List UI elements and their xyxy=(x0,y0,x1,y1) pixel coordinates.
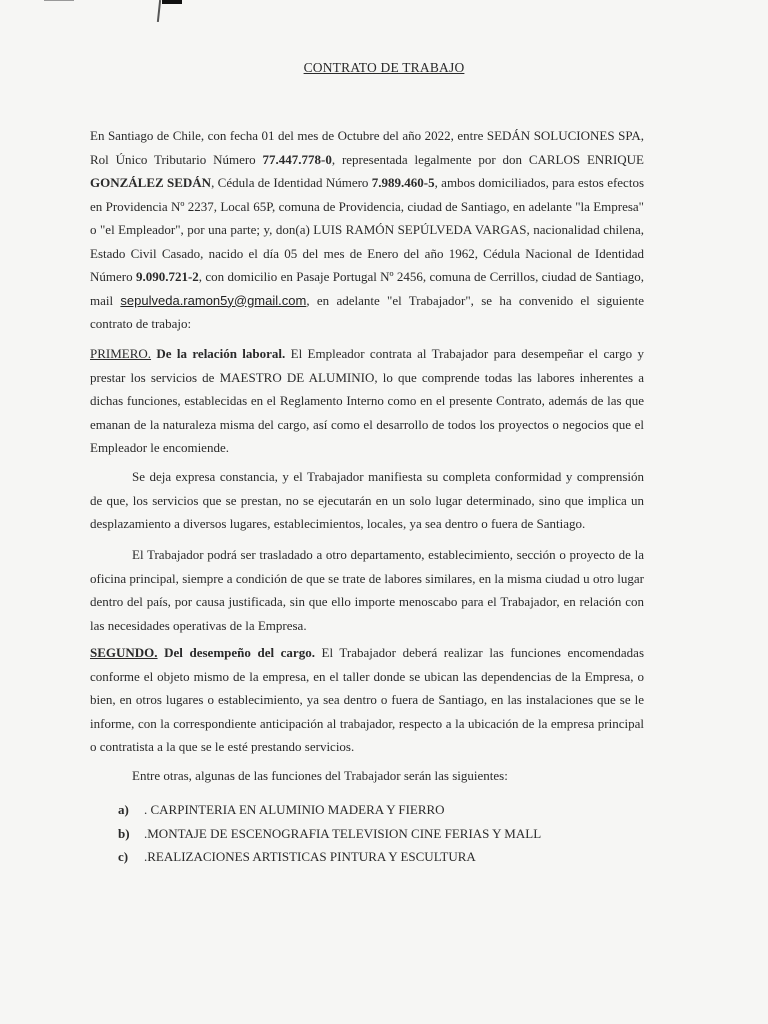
clause-primero xyxy=(90,342,644,460)
clause-subheading: Del desempeño del cargo. xyxy=(164,645,315,660)
list-item-label: b) xyxy=(118,825,130,841)
paragraph-constancia: Se deja expresa constancia, y el Trabajador manifiesta su completa conformidad y comprensión de que, los servicios que se prestan, no se ejecutarán en un solo lugar determinado, sino que implica un desplazamiento a diversos lugares, establecimientos, locales, ya sea dentro o fuera de Santiago. xyxy=(90,469,644,531)
clause-heading: PRIMERO. xyxy=(90,346,152,361)
clause-text: El Trabajador deberá realizar las funciones encomendadas conforme el objeto mismo de la empresa, en el taller donde se ubican las dependencias de la Empresa, o bien, en otros lugares o establecimiento, ya sea dentro o fuera de Santiago, en las instalaciones que se le informe, con la correspondiente anticipación al trabajador, respecto a la ubicación de la empresa principal o contratista a la que se le esté prestando servicios. xyxy=(90,645,645,754)
scan-artifact xyxy=(44,0,74,1)
worker-email-link[interactable]: sepulveda.ramon5y@gmail.com xyxy=(120,292,307,308)
intro-text: En Santiago de Chile, con fecha 01 del mes de Octubre del año 2022, entre SEDÁN SOLUCIONES SPA, Rol Único Tributario Número xyxy=(90,128,644,167)
list-item-text: . CARPINTERIA EN ALUMINIO MADERA Y FIERRO xyxy=(144,802,445,817)
list-item-label: c) xyxy=(118,849,129,864)
clause-subheading: De la relación laboral. xyxy=(156,346,286,361)
list-item-label: a) xyxy=(118,802,129,817)
intro-paragraph xyxy=(90,124,644,336)
list-item xyxy=(118,798,541,822)
company-rut: 77.447.778-0 xyxy=(262,151,332,167)
intro-text: , representada legalmente por don CARLOS ENRIQUE xyxy=(331,151,644,167)
funciones-list xyxy=(118,798,541,869)
paragraph-traslado: El Trabajador podrá ser trasladado a otro departamento, establecimiento, sección o proyecto de la oficina principal, siempre a condición de que se trate de labores similares, en la misma ciudad u otro lugar dentro del país, por causa justificada, sin que ello importe menoscabo para el Trabajador, en relación con las necesidades operativas de la Empresa. xyxy=(90,547,644,633)
list-item xyxy=(118,822,541,846)
representative-name: GONZÁLEZ SEDÁN xyxy=(90,175,212,190)
worker-id: 9.090.721-2 xyxy=(135,269,199,284)
clause-text: El Empleador contrata al Trabajador para desempeñar el cargo y prestar los servicios de MAESTRO DE ALUMINIO, lo que comprende todas las labores inherentes a dichas funciones, establecidas en el Reglamento Interno como en el presente Contrato, además de las que emanan de la naturaleza misma del cargo, así como el desarrollo de todos los proyectos o negocios que el Empleador le encomiende. xyxy=(90,346,644,455)
scan-artifact xyxy=(162,0,182,4)
funciones-intro: Entre otras, algunas de las funciones del Trabajador serán las siguientes: xyxy=(132,768,508,783)
clause-heading: SEGUNDO. xyxy=(90,645,158,660)
representative-id: 7.989.460-5 xyxy=(371,175,435,190)
clause-segundo xyxy=(90,641,644,759)
list-item-text: .REALIZACIONES ARTISTICAS PINTURA Y ESCULTURA xyxy=(144,849,476,864)
intro-text: , ambos domiciliados, para estos efectos en Providencia Nº 2237, Local 65P, comuna de Providencia, ciudad de Santiago, en adelante "la Empresa" o "el Empleador", por una parte; y, don(a) LUIS RAMÓN SEPÚLVEDA VARGAS, nacionalidad chilena, Estado Civil Casado, nacido el día 05 del mes de Enero del año 1962, Cédula Nacional de Identidad Número xyxy=(90,175,644,284)
intro-text: , en adelante "el Trabajador", se ha convenido el siguiente contrato de trabajo: xyxy=(90,292,645,331)
list-item-text: .MONTAJE DE ESCENOGRAFIA TELEVISION CINE FERIAS Y MALL xyxy=(144,825,542,841)
list-item xyxy=(118,845,541,869)
scan-artifact xyxy=(157,0,161,22)
intro-text: , Cédula de Identidad Número xyxy=(211,175,372,190)
intro-text: , con domicilio en Pasaje Portugal Nº 2456, comuna de Cerrillos, ciudad de Santiago, mail xyxy=(90,269,644,308)
document-title: CONTRATO DE TRABAJO xyxy=(303,60,465,75)
